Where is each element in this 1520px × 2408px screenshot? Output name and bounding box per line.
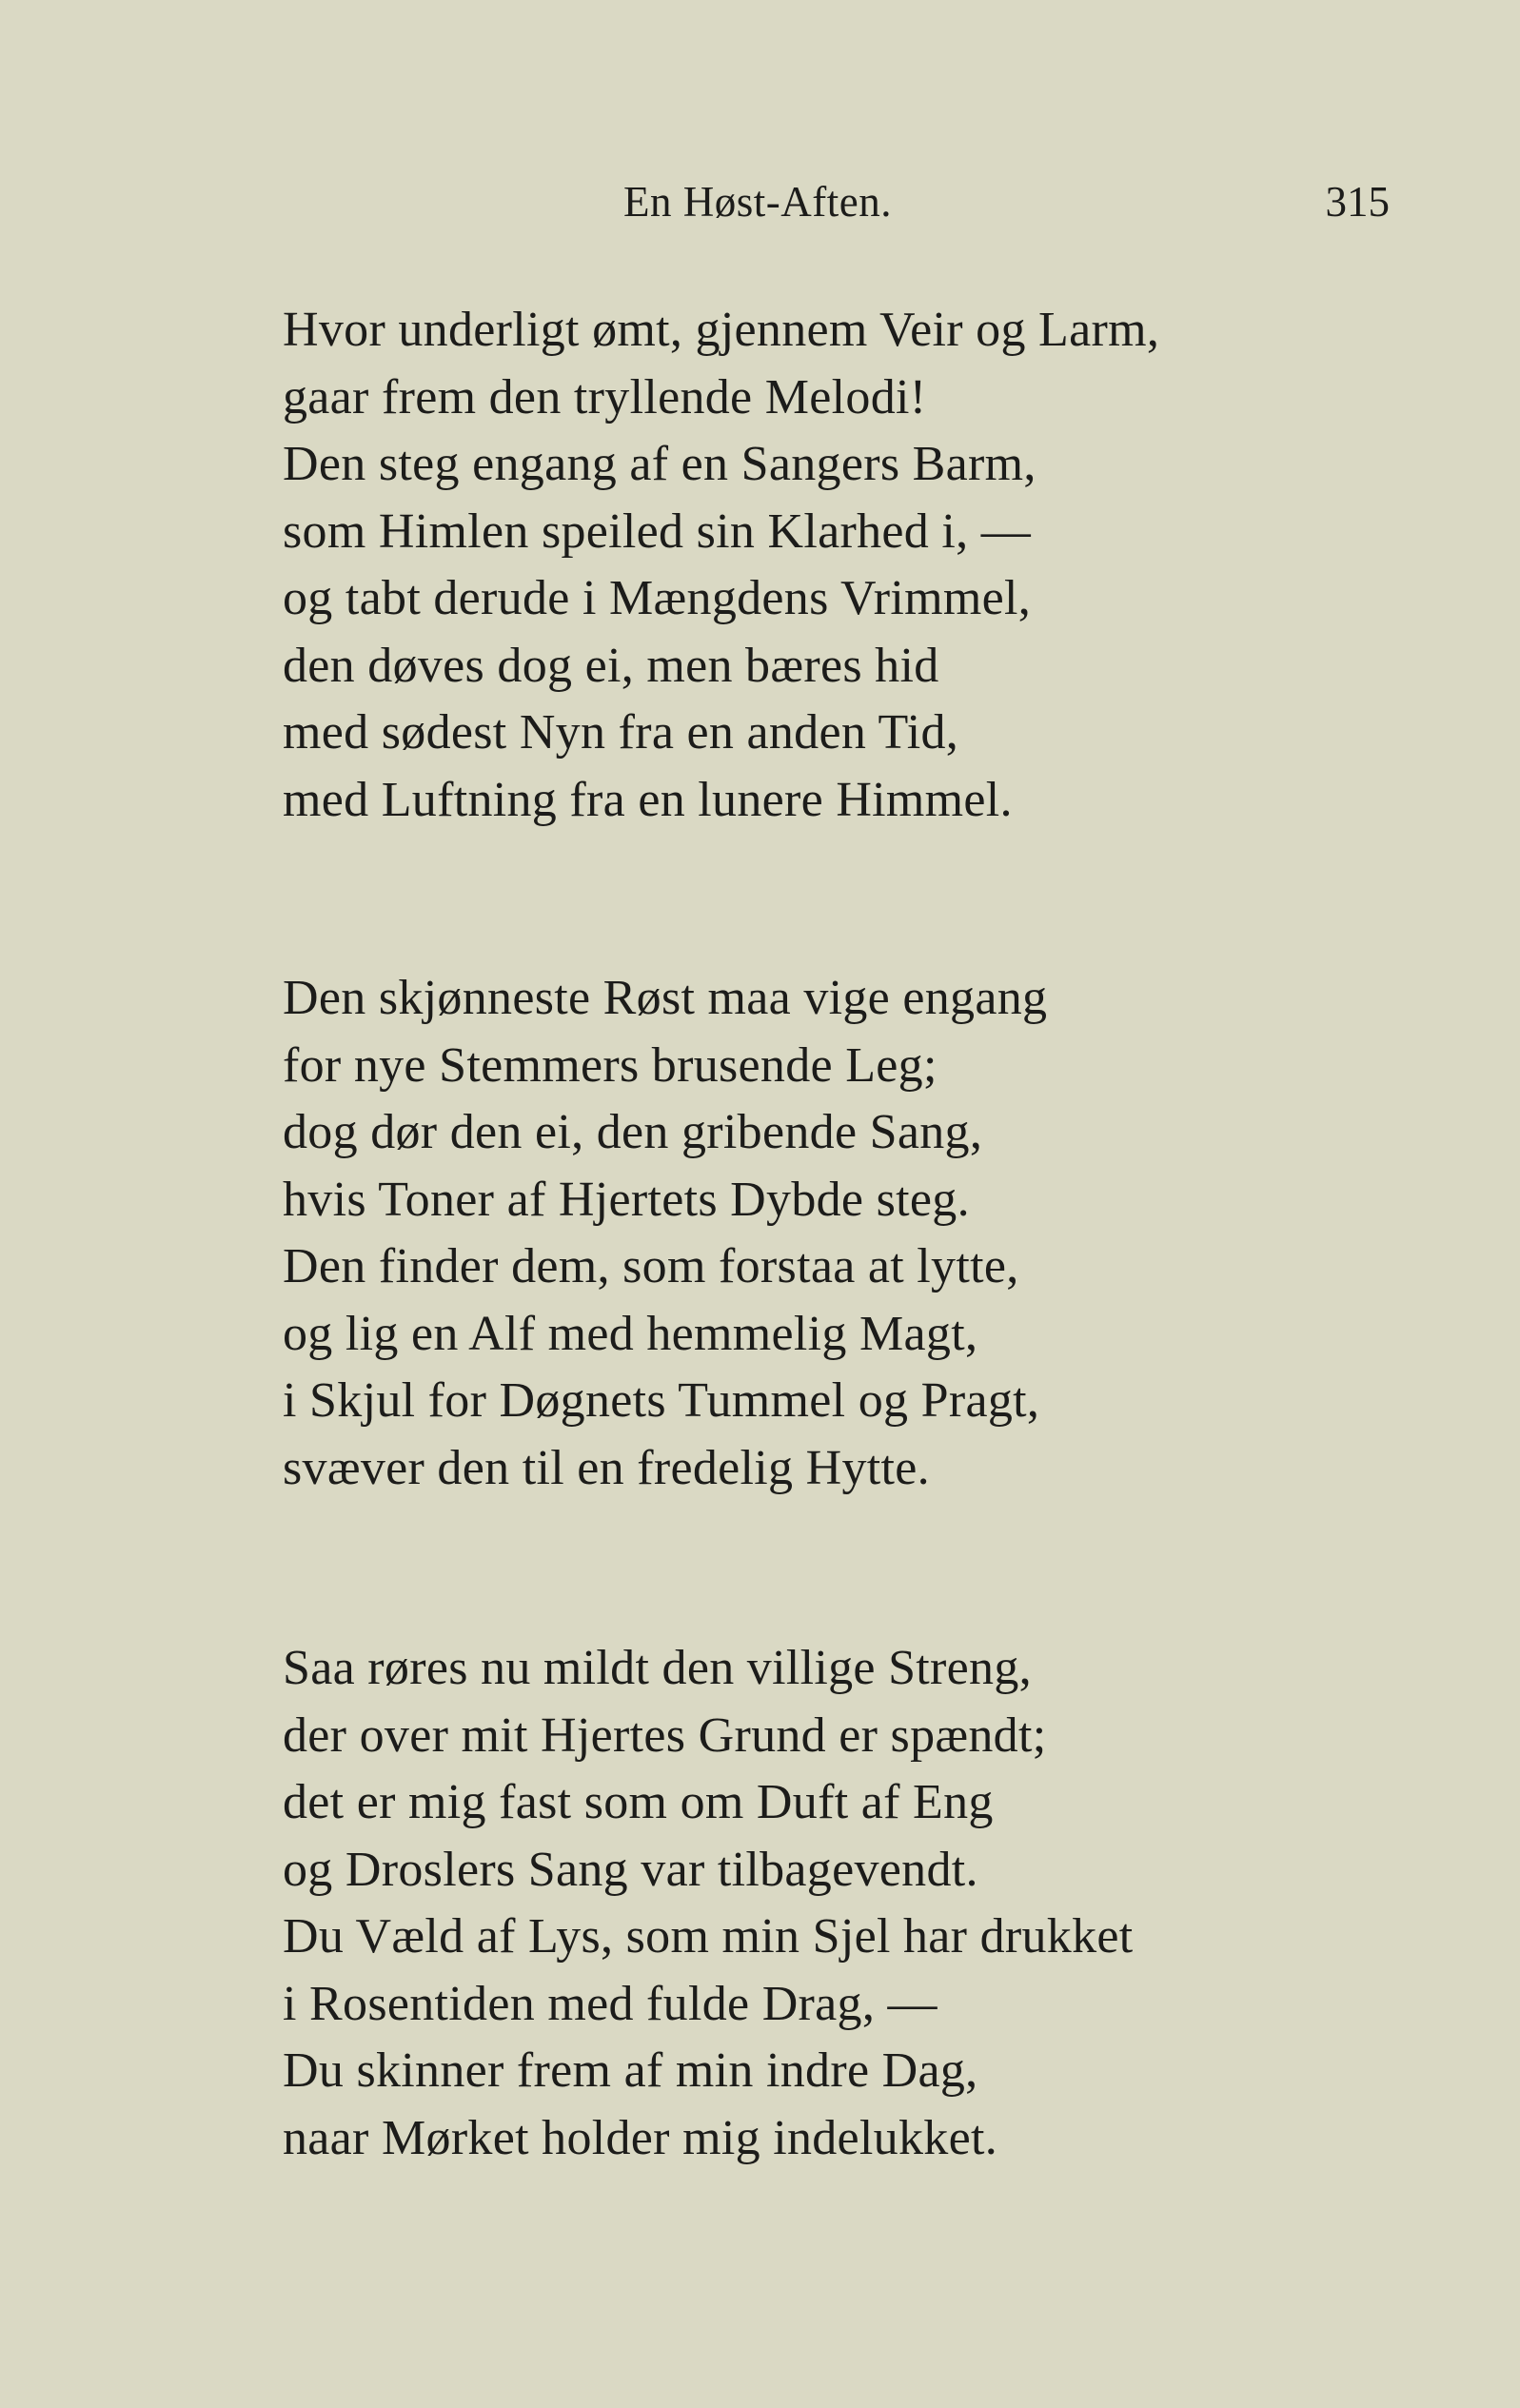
- header-title: En Høst-Aften.: [623, 178, 892, 226]
- verse-line: Hvor underligt ømt, gjennem Veir og Larm,: [283, 303, 1160, 357]
- verse-line: i Skjul for Døgnets Tummel og Pragt,: [283, 1373, 1040, 1428]
- verse-line: Du Væld af Lys, som min Sjel har drukket: [283, 1909, 1134, 1964]
- running-header: [281, 177, 1390, 234]
- verse-line: for nye Stemmers brusende Leg;: [283, 1037, 938, 1093]
- verse-line: Saa røres nu mildt den villige Streng,: [283, 1641, 1032, 1695]
- verse-line: og lig en Alf med hemmelig Magt,: [283, 1306, 978, 1361]
- verse-line: i Rosentiden med fulde Drag, —: [283, 1976, 938, 2031]
- stanza-1: [283, 297, 1159, 834]
- verse-line: Den skjønneste Røst maa vige engang: [283, 971, 1048, 1025]
- verse-line: med sødest Nyn fra en anden Tid,: [283, 705, 959, 760]
- verse-line: Den finder dem, som forstaa at lytte,: [283, 1239, 1019, 1293]
- verse-line: der over mit Hjertes Grund er spændt;: [283, 1707, 1047, 1763]
- verse-line: som Himlen speiled sin Klarhed i, —: [283, 503, 1032, 559]
- verse-line: Du skinner frem af min indre Dag,: [283, 2043, 978, 2098]
- verse-line: og Droslers Sang var tilbagevendt.: [283, 1842, 978, 1897]
- verse-line: og tabt derude i Mængdens Vrimmel,: [283, 571, 1032, 625]
- verse-line: svæver den til en fredelig Hytte.: [283, 1440, 930, 1495]
- verse-line: dog dør den ei, den gribende Sang,: [283, 1105, 983, 1159]
- verse-line: Den steg engang af en Sangers Barm,: [283, 437, 1036, 491]
- verse-line: den døves dog ei, men bæres hid: [283, 638, 939, 693]
- verse-line: naar Mørket holder mig indelukket.: [283, 2110, 997, 2165]
- verse-line: hvis Toner af Hjertets Dybde steg.: [283, 1172, 970, 1227]
- stanza-2: [283, 965, 1047, 1502]
- verse-line: med Luftning fra en lunere Himmel.: [283, 772, 1013, 827]
- verse-line: gaar frem den tryllende Melodi!: [283, 369, 927, 424]
- page-number: 315: [1325, 178, 1390, 226]
- stanza-3: [283, 1635, 1134, 2172]
- verse-line: det er mig fast som om Duft af Eng: [283, 1775, 994, 1829]
